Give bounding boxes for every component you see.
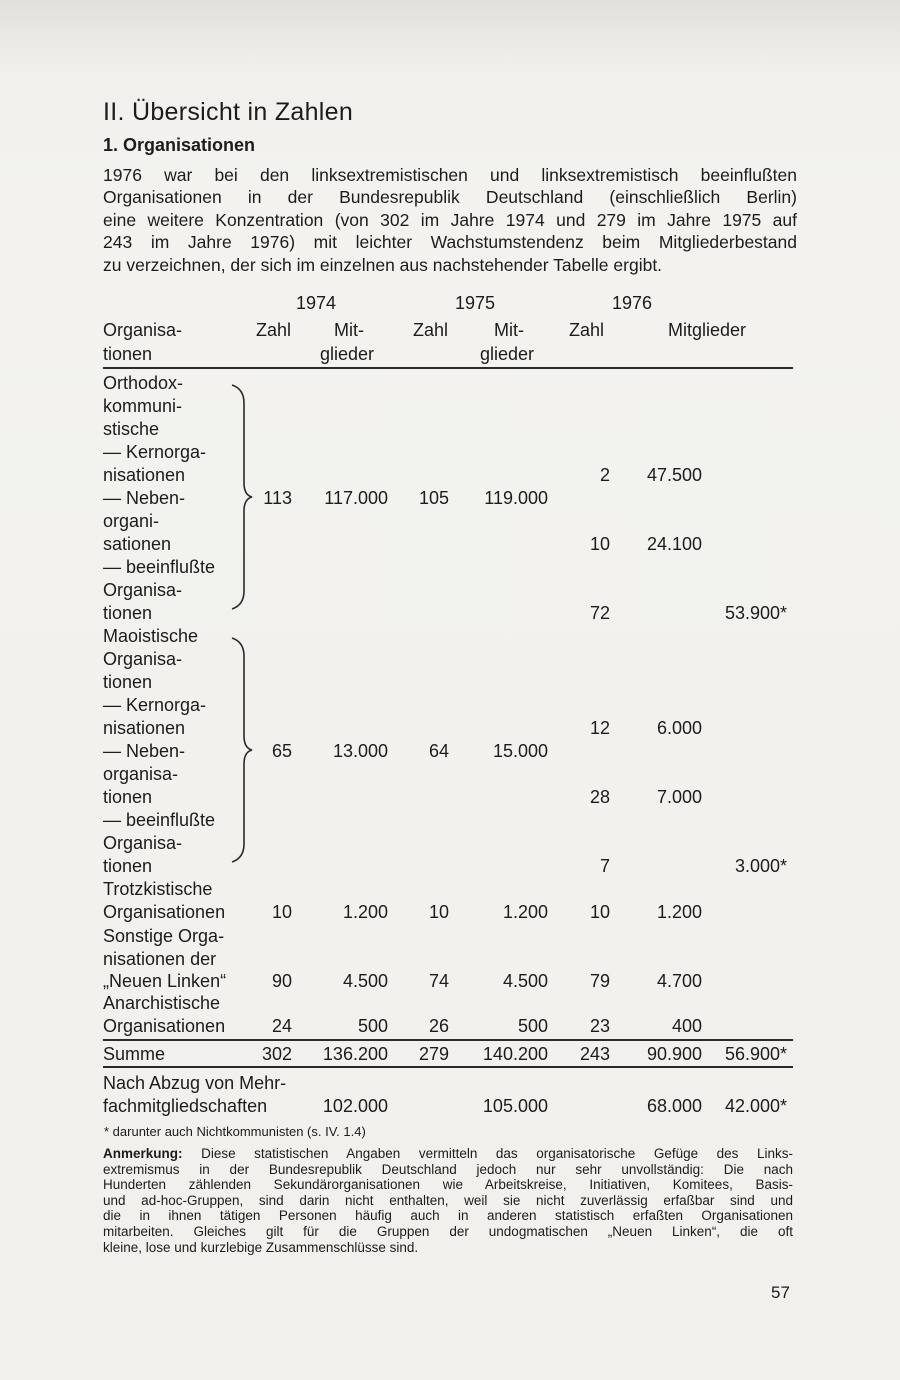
column-header-mitglieder-1975: Mit-	[494, 320, 524, 340]
cell-zahl-1976: 28	[589, 787, 610, 807]
row-label: nisationen der	[103, 949, 217, 969]
annotation-note	[103, 1146, 793, 1255]
cell-mitglieder-1975: 1.200	[502, 902, 548, 922]
cell-zahl-1976: 72	[589, 603, 610, 623]
note-line: kleine, lose und kurzlebige Zusammenschlüsse sind.	[103, 1239, 419, 1255]
row-label: kommuni-	[103, 396, 183, 416]
cell-zahl-1975: 64	[428, 741, 449, 761]
cell-mitglieder-1976: 24.100	[646, 534, 702, 554]
cell-zahl-1976: 12	[589, 718, 610, 738]
cell-mitglieder-1974: 13.000	[332, 741, 388, 761]
section-title: II. Übersicht in Zahlen	[103, 98, 354, 126]
cell-zahl-1976: 10	[589, 534, 610, 554]
cell-zahl-1974: 113	[263, 488, 292, 508]
row-label: Orthodox-	[103, 373, 184, 393]
note-line: und ad-hoc-Gruppen, sind darin nicht enthalten, weil sie nicht zuverlässig erfaßbar sind und	[103, 1192, 793, 1208]
row-label: sationen	[103, 534, 172, 554]
cell-zahl-1974: 65	[271, 741, 292, 761]
sum-mitglieder-1975: 140.200	[482, 1044, 548, 1064]
sum-mitglieder-1974: 136.200	[322, 1044, 388, 1064]
intro-line: eine weitere Konzentration (von 302 im Jahre 1974 und 279 im Jahre 1975 auf	[103, 209, 797, 230]
cell-mitglieder-1975: 15.000	[492, 741, 548, 761]
intro-line: 243 im Jahre 1976) mit leichter Wachstumstendenz beim Mitgliederbestand	[103, 232, 797, 253]
cell-mitglieder-1976: 1.200	[656, 902, 702, 922]
note-line: mitarbeiten. Gleiches gilt für die Gruppen der undogmatischen „Neuen Linken“, die oft	[103, 1223, 793, 1239]
row-label: Organisa-	[103, 649, 183, 669]
intro-line: Organisationen in der Bundesrepublik Deutschland (einschließlich Berlin)	[103, 187, 797, 208]
column-header-zahl-1975: Zahl	[413, 320, 449, 340]
row-label: nisationen	[103, 465, 186, 485]
cell-zahl-1976: 7	[599, 856, 610, 876]
row-label: — beeinflußte	[103, 810, 216, 830]
sum-label: Summe	[103, 1044, 166, 1064]
note-first-line: Diese statistischen Angaben vermitteln das organisatorische Gefüge des Links-	[182, 1146, 793, 1161]
row-label: organi-	[103, 511, 160, 531]
cell-zahl-1975: 105	[418, 488, 449, 508]
row-label: tionen	[103, 672, 153, 692]
subsection-title: 1. Organisationen	[103, 135, 256, 155]
cell-zahl-1976: 10	[589, 902, 610, 922]
row-label: — Kernorga-	[103, 695, 207, 715]
row-label: nisationen	[103, 718, 186, 738]
cell-mitglieder-1974: 500	[357, 1016, 388, 1036]
cell-mitglieder-1974: 1.200	[342, 902, 388, 922]
year-1975: 1975	[455, 293, 496, 313]
row-label: Maoistische	[103, 626, 199, 646]
net-label: Nach Abzug von Mehr-	[103, 1073, 287, 1093]
row-label: — beeinflußte	[103, 557, 216, 577]
column-header-mitglieder-1974: Mit-	[334, 320, 364, 340]
net-mitglieder-total-1976: 42.000*	[724, 1096, 787, 1116]
intro-paragraph	[103, 164, 797, 276]
net-mitglieder-1975: 105.000	[482, 1096, 548, 1116]
row-label: „Neuen Linken“	[103, 971, 227, 991]
cell-mitglieder-1975: 4.500	[502, 971, 548, 991]
cell-mitglieder-total-1976: 53.900*	[724, 603, 787, 623]
column-header-mitglieder-1976: Mitglieder	[668, 320, 747, 340]
row-label: Anarchistische	[103, 993, 221, 1013]
intro-line: zu verzeichnen, der sich im einzelnen aus nachstehender Tabelle ergibt.	[103, 254, 663, 275]
sum-rule-top	[103, 1039, 793, 1041]
cell-zahl-1974: 24	[271, 1016, 292, 1036]
cell-zahl-1976: 2	[599, 465, 610, 485]
note-line: Hunderten zählenden Sekundärorganisationen wie Arbeitskreise, Initiativen, Komitees, Basis-	[103, 1177, 793, 1193]
cell-zahl-1974: 10	[271, 902, 292, 922]
row-label: tionen	[103, 856, 153, 876]
note-line: die in ihnen tätigen Personen häufig auch in anderen statistisch erfaßten Organisationen	[103, 1208, 793, 1224]
cell-zahl-1975: 26	[428, 1016, 449, 1036]
net-mitglieder-1974: 102.000	[322, 1096, 388, 1116]
column-header-mitglieder-1974: glieder	[320, 344, 375, 364]
sum-rule-bottom	[103, 1066, 793, 1068]
cell-mitglieder-1976: 400	[671, 1016, 702, 1036]
year-1974: 1974	[296, 293, 337, 313]
cell-zahl-1976: 23	[589, 1016, 610, 1036]
row-label: organisa-	[103, 764, 179, 784]
net-mitglieder-1976: 68.000	[646, 1096, 702, 1116]
cell-zahl-1976: 79	[589, 971, 610, 991]
column-header-zahl-1976: Zahl	[569, 320, 605, 340]
note-label: Anmerkung:	[103, 1146, 183, 1161]
column-header-organisation: Organisa-	[103, 320, 183, 340]
note-line: extremismus in der Bundesrepublik Deutschland jedoch nur sehr unvollständig: Die nach	[103, 1161, 793, 1177]
row-label: tionen	[103, 603, 153, 623]
note-line	[103, 1146, 793, 1162]
column-header-zahl-1974: Zahl	[256, 320, 292, 340]
row-label: stische	[103, 419, 160, 439]
footnote: * darunter auch Nichtkommunisten (s. IV. 1.4)	[104, 1124, 366, 1139]
sum-mitglieder-total-1976: 56.900*	[724, 1044, 787, 1064]
cell-mitglieder-1974: 117.000	[324, 488, 388, 508]
sum-zahl-1976: 243	[579, 1044, 610, 1064]
cell-mitglieder-1976: 47.500	[646, 465, 702, 485]
row-label: — Neben-	[103, 488, 186, 508]
net-label: fachmitgliedschaften	[103, 1096, 268, 1116]
sum-mitglieder-1976: 90.900	[646, 1044, 702, 1064]
cell-zahl-1975: 74	[428, 971, 449, 991]
year-1976: 1976	[612, 293, 653, 313]
sum-zahl-1974: 302	[261, 1044, 292, 1064]
row-label: Sonstige Orga-	[103, 926, 225, 946]
column-header-mitglieder-1975: glieder	[480, 344, 535, 364]
column-header-organisation: tionen	[103, 344, 153, 364]
row-label: Organisationen	[103, 1016, 226, 1036]
row-label: tionen	[103, 787, 153, 807]
row-label: — Neben-	[103, 741, 186, 761]
cell-mitglieder-1975: 500	[517, 1016, 548, 1036]
row-label: Organisationen	[103, 902, 226, 922]
page-number: 57	[771, 1283, 790, 1302]
cell-mitglieder-1975: 119.000	[484, 488, 548, 508]
header-rule	[103, 367, 793, 369]
cell-zahl-1975: 10	[428, 902, 449, 922]
cell-mitglieder-1976: 7.000	[656, 787, 702, 807]
cell-mitglieder-1974: 4.500	[342, 971, 388, 991]
sum-zahl-1975: 279	[418, 1044, 449, 1064]
cell-mitglieder-1976: 6.000	[656, 718, 702, 738]
row-label: — Kernorga-	[103, 442, 207, 462]
cell-mitglieder-1976: 4.700	[656, 971, 702, 991]
cell-zahl-1974: 90	[271, 971, 292, 991]
cell-mitglieder-total-1976: 3.000*	[734, 856, 787, 876]
row-label: Organisa-	[103, 833, 183, 853]
intro-line: 1976 war bei den linksextremistischen und linksextremistisch beeinflußten	[103, 165, 797, 185]
row-label: Trotzkistische	[103, 879, 213, 899]
row-label: Organisa-	[103, 580, 183, 600]
